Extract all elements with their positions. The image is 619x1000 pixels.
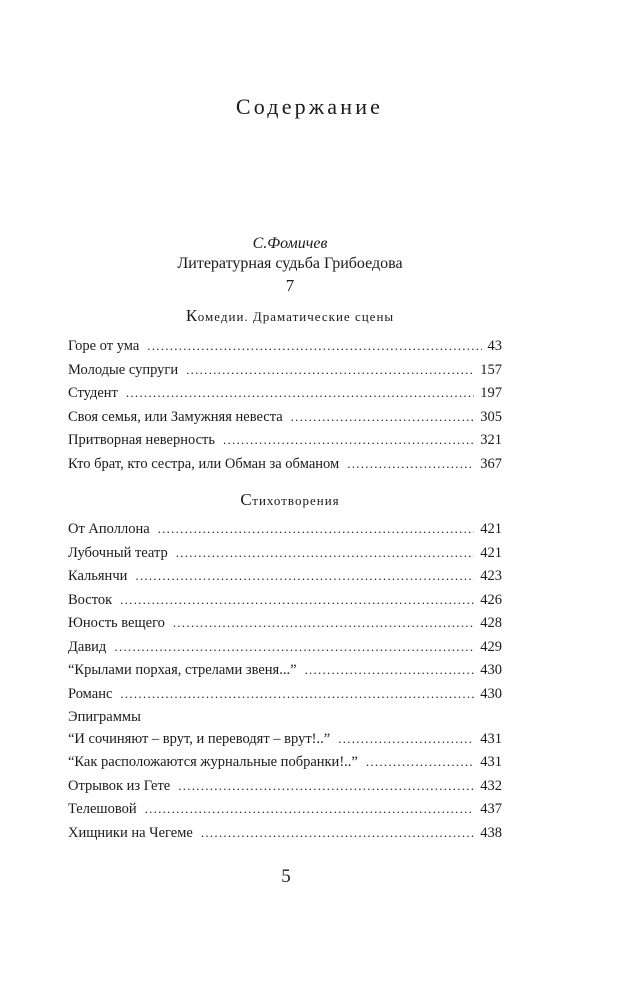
toc-entry-page: 432 [480, 777, 502, 794]
intro-author: С.Фомичев [252, 235, 328, 252]
dot-leader [201, 825, 474, 841]
toc-entry-page: 430 [480, 685, 502, 702]
toc-entry-title: Лубочный театр [68, 544, 168, 561]
toc-entry[interactable] [68, 338, 502, 362]
toc-entry-page: 437 [480, 801, 502, 817]
toc-entry-title: Горе от ума [68, 338, 140, 354]
toc-entry[interactable] [68, 409, 502, 433]
toc-entry[interactable] [68, 825, 502, 849]
toc-entry-page: 426 [480, 591, 502, 608]
dot-leader [186, 362, 474, 378]
page-title: Содержание [235, 94, 384, 119]
toc-entry-title: Своя семья, или Замужняя невеста [68, 408, 283, 425]
toc-entry-title: “И сочиняют – врут, и переводят – врут!..” [68, 730, 331, 747]
toc-entry-page: 321 [480, 432, 502, 448]
toc-entry-page: 367 [480, 455, 502, 472]
dot-leader [347, 456, 474, 472]
dot-leader [366, 754, 474, 770]
toc-entry-page: 157 [480, 361, 502, 378]
dot-leader [135, 568, 474, 584]
section-heading-text: тихотворения [252, 493, 340, 508]
dot-leader [147, 338, 481, 354]
dot-leader [305, 662, 475, 678]
dot-leader [114, 639, 474, 655]
toc-entry[interactable] [68, 639, 502, 663]
dot-leader [178, 778, 474, 794]
toc-entry-page: 429 [480, 638, 502, 655]
toc-entry-title: Юность вещего [68, 615, 165, 631]
toc-entry-page: 428 [480, 615, 502, 631]
toc-entry-title: Молодые супруги [68, 361, 179, 378]
section-heading-initial: К [185, 306, 198, 325]
toc-list-poems [68, 521, 502, 848]
toc-entry-page: 305 [480, 408, 502, 425]
toc-entry-title: Студент [68, 385, 118, 401]
toc-list-comedies [68, 338, 502, 479]
dot-leader [158, 521, 475, 537]
section-heading-poems [0, 490, 580, 510]
toc-entry-title: Романс [68, 685, 113, 702]
toc-entry[interactable] [68, 456, 502, 480]
toc-entry-title: Давид [68, 638, 107, 655]
toc-entry-page: 43 [487, 338, 502, 354]
toc-entry-title: Кто брат, кто сестра, или Обман за обманом [68, 455, 340, 472]
dot-leader [173, 615, 474, 631]
section-heading-text: омедии. Драматические сцены [197, 309, 395, 324]
intro-article [0, 234, 580, 296]
toc-entry[interactable] [68, 521, 502, 545]
toc-entry-page: 421 [480, 521, 502, 537]
toc-entry[interactable] [68, 362, 502, 386]
toc-entry-page: 430 [480, 662, 502, 678]
toc-entry-page: 431 [480, 730, 502, 747]
toc-entry-title: “Крылами порхая, стрелами звеня...” [68, 662, 297, 678]
toc-entry[interactable] [68, 754, 502, 778]
dot-leader [176, 545, 475, 561]
dot-leader [291, 409, 475, 425]
dot-leader [120, 686, 474, 702]
toc-entry-page: 423 [480, 568, 502, 584]
toc-entry[interactable] [68, 545, 502, 569]
toc-entry[interactable] [68, 778, 502, 802]
toc-entry[interactable] [68, 662, 502, 686]
toc-group-label [68, 709, 502, 731]
dot-leader [338, 731, 474, 747]
toc-entry-title: Притворная неверность [68, 432, 215, 448]
toc-entry-page: 421 [480, 544, 502, 561]
toc-entry-page: 197 [480, 385, 502, 401]
toc-entry-page: 431 [480, 754, 502, 770]
intro-page-number: 7 [285, 276, 295, 295]
toc-entry[interactable] [68, 592, 502, 616]
toc-group-title: Эпиграммы [68, 709, 141, 725]
toc-entry-title: Кальянчи [68, 568, 128, 584]
toc-entry[interactable] [68, 385, 502, 409]
section-heading-comedies [0, 306, 580, 326]
toc-entry[interactable] [68, 615, 502, 639]
section-heading-initial: С [240, 490, 253, 509]
toc-entry-title: От Аполлона [68, 521, 150, 537]
toc-entry[interactable] [68, 731, 502, 755]
dot-leader [126, 385, 474, 401]
dot-leader [223, 432, 474, 448]
toc-entry[interactable] [68, 801, 502, 825]
toc-entry-title: Хищники на Чегеме [68, 824, 193, 841]
toc-entry[interactable] [68, 686, 502, 710]
toc-entry-title: Восток [68, 591, 113, 608]
toc-entry-title: Отрывок из Гете [68, 777, 171, 794]
toc-entry-title: “Как расположаются журнальные побранки!..” [68, 754, 358, 770]
toc-entry[interactable] [68, 568, 502, 592]
intro-title: Литературная судьба Грибоедова [177, 255, 403, 272]
toc-entry-title: Телешовой [68, 801, 137, 817]
dot-leader [145, 801, 475, 817]
toc-entry[interactable] [68, 432, 502, 456]
toc-entry-page: 438 [480, 824, 502, 841]
page-number: 5 [281, 866, 291, 887]
dot-leader [120, 592, 474, 608]
